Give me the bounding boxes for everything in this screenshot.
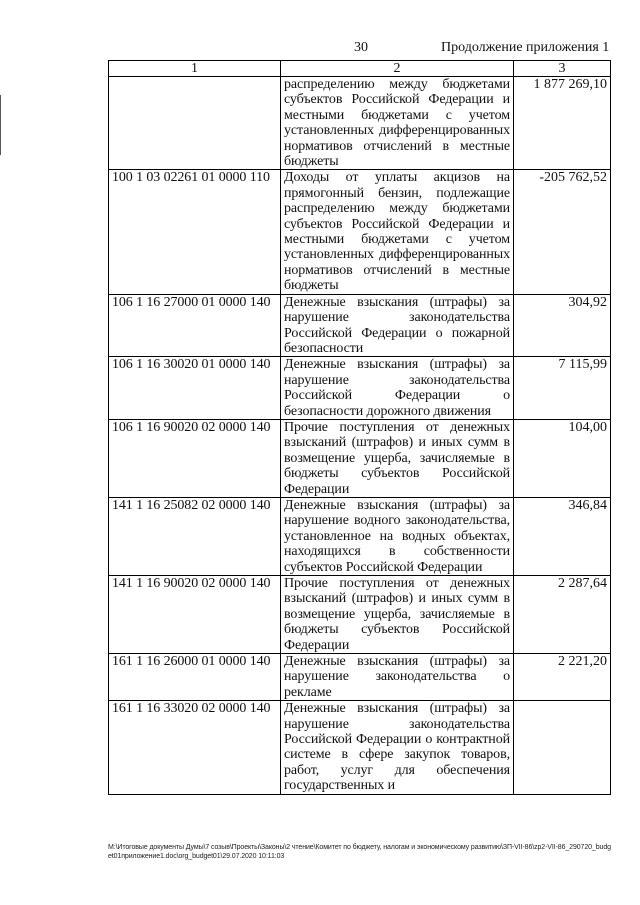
revenue-name-cell: Денежные взыскания (штрафы) за нарушение законодательства о рекламе bbox=[281, 654, 514, 701]
budget-code-cell bbox=[109, 77, 281, 170]
column-header-code: 1 bbox=[109, 61, 281, 77]
budget-code-cell: 106 1 16 90020 02 0000 140 bbox=[109, 419, 281, 497]
revenue-name-cell: Денежные взыскания (штрафы) за нарушение законодательства Российской Федерации о контрактной системе в сфере закупок товаров, работ, услуг для обеспечения государственных и bbox=[281, 701, 514, 794]
table-row bbox=[109, 294, 611, 357]
budget-code-cell: 100 1 03 02261 01 0000 110 bbox=[109, 170, 281, 294]
page-number: 30 bbox=[354, 40, 368, 55]
revenue-name-cell: распределению между бюджетами субъектов Российской Федерации и местными бюджетами с учетом установленных дифференцированных нормативов отчислений в местные бюджеты bbox=[281, 77, 514, 170]
revenue-name-cell: Денежные взыскания (штрафы) за нарушение законодательства Российской Федерации о пожарной безопасности bbox=[281, 294, 514, 357]
amount-cell: 2 221,20 bbox=[514, 654, 611, 701]
amount-cell: -205 762,52 bbox=[514, 170, 611, 294]
budget-code-cell: 161 1 16 33020 02 0000 140 bbox=[109, 701, 281, 794]
amount-cell: 346,84 bbox=[514, 497, 611, 575]
revenue-table bbox=[108, 60, 611, 795]
revenue-name-cell: Доходы от уплаты акцизов на прямогонный бензин, подлежащие распределению между бюджетами субъектов Российской Федерации и местными бюджетами с учетом установленных дифференцированных нормативов отчислений в местные бюджеты bbox=[281, 170, 514, 294]
revenue-name-cell: Прочие поступления от денежных взысканий (штрафов) и иных сумм в возмещение ущерба, зачисляемые в бюджеты субъектов Российской Федерации bbox=[281, 419, 514, 497]
table-row bbox=[109, 654, 611, 701]
budget-code-cell: 106 1 16 27000 01 0000 140 bbox=[109, 294, 281, 357]
table-row bbox=[109, 77, 611, 170]
table-row bbox=[109, 576, 611, 654]
file-path-footer: M:\Итоговые документы Думы\7 созыв\Проекты\Законы\2 чтение\Комитет по бюджету, налогам и экономическому развитию\ЗП-VII-86\zp2-VII-86_290720_budget01приложение1.doc\org_budget01\29.07.2020 10:11:03 bbox=[108, 844, 611, 860]
amount-cell bbox=[514, 701, 611, 794]
table-header-row bbox=[109, 61, 611, 77]
amount-cell: 1 877 269,10 bbox=[514, 77, 611, 170]
budget-code-cell: 161 1 16 26000 01 0000 140 bbox=[109, 654, 281, 701]
table-row bbox=[109, 701, 611, 794]
revenue-name-cell: Денежные взыскания (штрафы) за нарушение законодательства Российской Федерации о безопасности дорожного движения bbox=[281, 357, 514, 420]
amount-cell: 7 115,99 bbox=[514, 357, 611, 420]
table-row bbox=[109, 497, 611, 575]
continuation-label: Продолжение приложения 1 bbox=[441, 40, 610, 55]
amount-cell: 304,92 bbox=[514, 294, 611, 357]
column-header-name: 2 bbox=[281, 61, 514, 77]
budget-code-cell: 141 1 16 25082 02 0000 140 bbox=[109, 497, 281, 575]
column-header-amount: 3 bbox=[514, 61, 611, 77]
amount-cell: 2 287,64 bbox=[514, 576, 611, 654]
revenue-name-cell: Прочие поступления от денежных взысканий (штрафов) и иных сумм в возмещение ущерба, зачисляемые в бюджеты субъектов Российской Федерации bbox=[281, 576, 514, 654]
budget-code-cell: 141 1 16 90020 02 0000 140 bbox=[109, 576, 281, 654]
table-row bbox=[109, 357, 611, 420]
revenue-name-cell: Денежные взыскания (штрафы) за нарушение водного законодательства, установленное на водных объектах, находящихся в собственности субъектов Российской Федерации bbox=[281, 497, 514, 575]
table-row bbox=[109, 170, 611, 294]
margin-mark bbox=[0, 95, 1, 155]
budget-code-cell: 106 1 16 30020 01 0000 140 bbox=[109, 357, 281, 420]
table-row bbox=[109, 419, 611, 497]
amount-cell: 104,00 bbox=[514, 419, 611, 497]
